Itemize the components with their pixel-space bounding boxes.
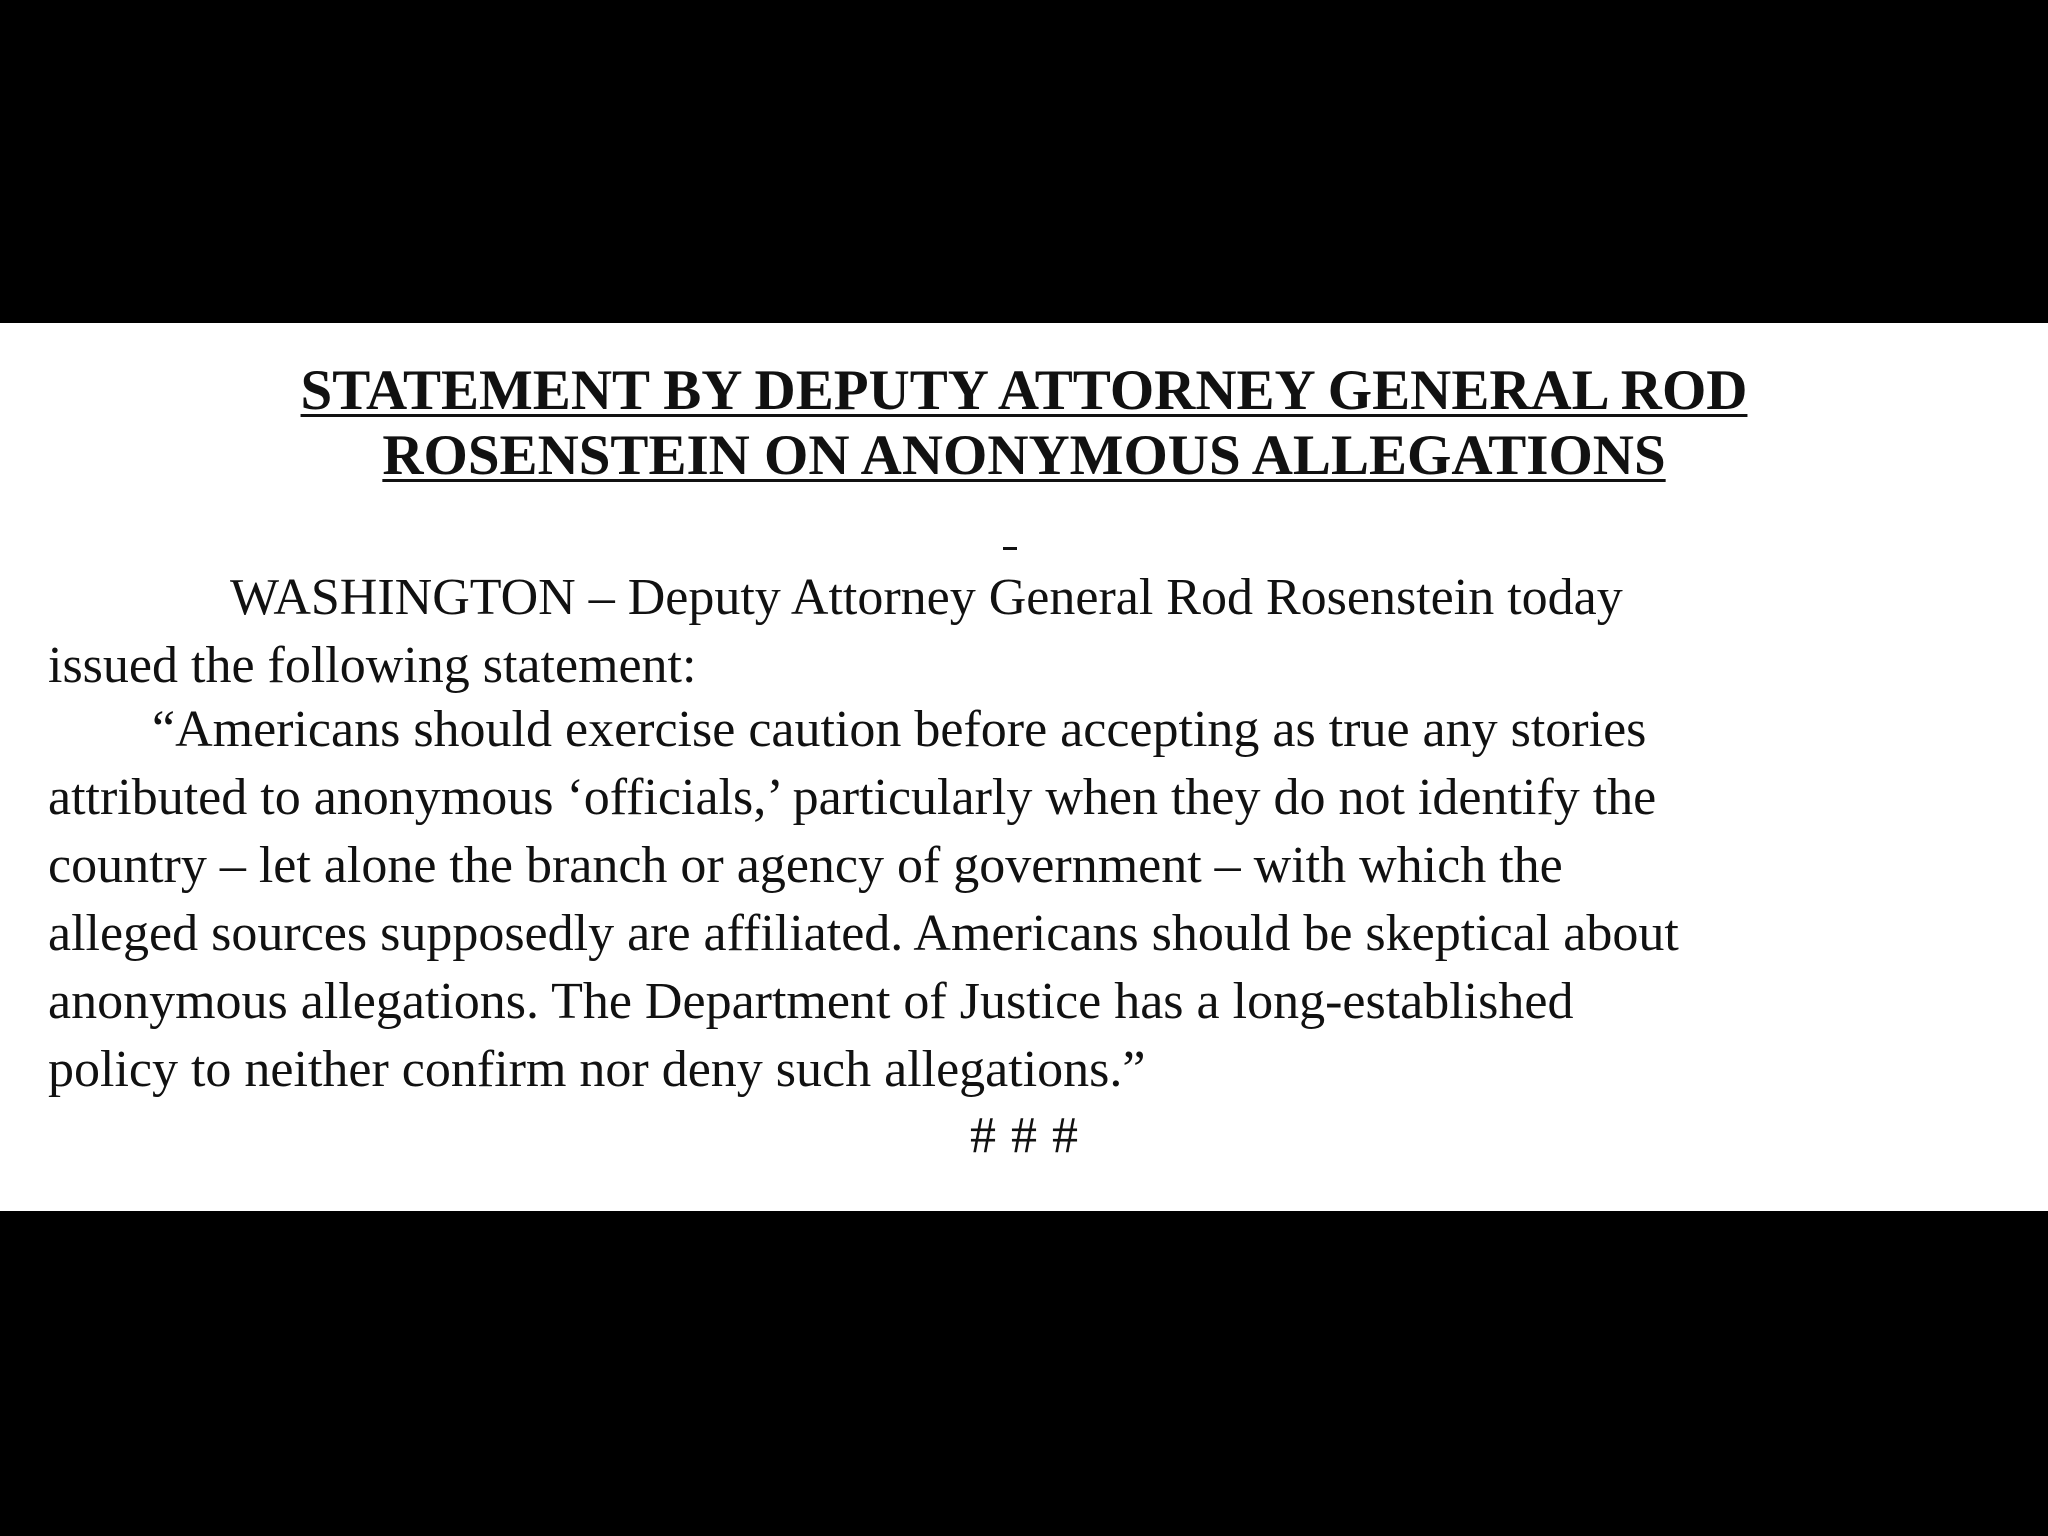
body-line-6: alleged sources supposedly are affiliated. Americans should be skeptical about [48,905,1679,962]
body-line-7: anonymous allegations. The Department of Justice has a long-established [48,973,1574,1030]
body-line-2: issued the following statement: [48,637,697,694]
stray-dash-mark [1003,547,1017,550]
end-of-release-mark: # # # [970,1107,1078,1164]
body-line-3: “Americans should exercise caution before accepting as true any stories [152,701,1647,758]
statement-document [0,323,2048,1211]
body-line-8: policy to neither confirm nor deny such allegations.” [48,1041,1146,1098]
document-title-line-1: STATEMENT BY DEPUTY ATTORNEY GENERAL ROD [300,359,1748,422]
body-line-1: WASHINGTON – Deputy Attorney General Rod Rosenstein today [230,569,1623,626]
body-line-4: attributed to anonymous ‘officials,’ particularly when they do not identify the [48,769,1657,826]
document-title-line-2: ROSENSTEIN ON ANONYMOUS ALLEGATIONS [382,424,1666,487]
body-line-5: country – let alone the branch or agency of government – with which the [48,837,1563,894]
